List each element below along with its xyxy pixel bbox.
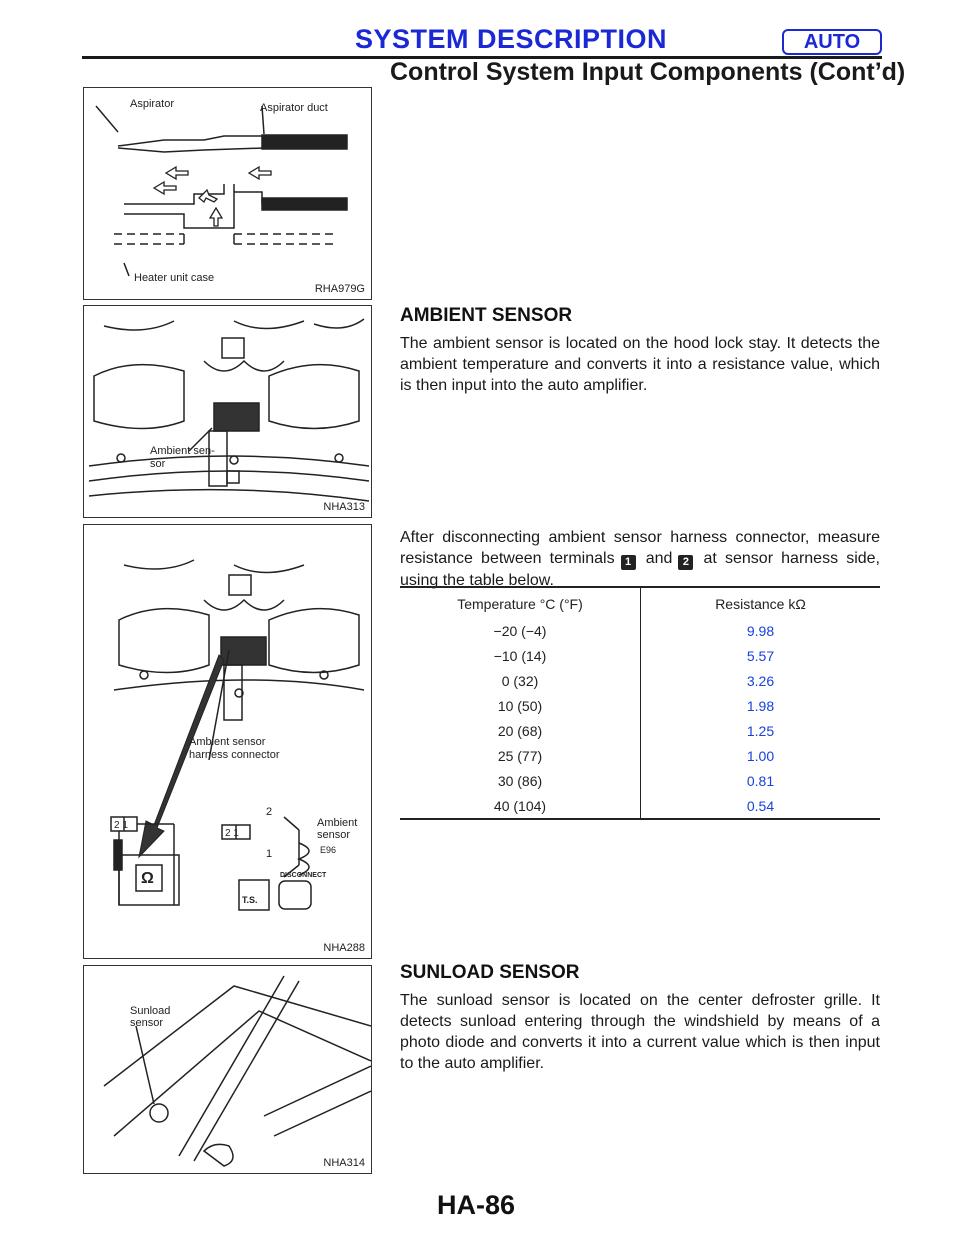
- resistance-cell: 0.81: [746, 772, 775, 789]
- table-row: [400, 718, 880, 743]
- callout-terminal-1: 1: [266, 848, 273, 860]
- callout-aspirator: Aspirator: [130, 98, 175, 110]
- callout-ts: T.S.: [242, 895, 258, 905]
- temp-cell: 30 (86): [400, 768, 641, 793]
- temp-cell: 20 (68): [400, 718, 641, 743]
- ambient-check-diagram: [84, 525, 371, 958]
- callout-ambient-sensor-2: sor: [150, 458, 166, 470]
- callout-sunload-2: sensor: [130, 1017, 164, 1029]
- figure-id: NHA313: [323, 501, 365, 513]
- resistance-cell: 1.98: [746, 697, 775, 714]
- resistance-cell: 1.00: [746, 747, 775, 764]
- section-title: SYSTEM DESCRIPTION: [355, 24, 668, 54]
- table-row: [400, 743, 880, 768]
- figure-aspirator: [83, 87, 372, 300]
- temp-cell: 40 (104): [400, 793, 641, 819]
- figure-ambient-check: [83, 524, 372, 959]
- callout-disconnect: DISCONNECT: [280, 872, 327, 879]
- figure-sunload: [83, 965, 372, 1174]
- terminal-digits-sensor: 2 1: [225, 828, 239, 839]
- ambient-sensor-heading: AMBIENT SENSOR: [400, 305, 573, 326]
- instruction-part-b: and: [645, 550, 673, 567]
- callout-terminal-2: 2: [266, 806, 273, 818]
- header-resistance: Resistance kΩ: [641, 587, 881, 618]
- callout-ambient-2: sensor: [317, 829, 351, 841]
- callout-sunload-1: Sunload: [130, 1005, 171, 1017]
- aspirator-diagram: [84, 88, 371, 299]
- ambient-location-photo: [84, 306, 371, 517]
- terminal-2-icon: 2: [678, 555, 693, 570]
- temp-cell: 25 (77): [400, 743, 641, 768]
- terminal-digits-meter: 2 1: [114, 820, 128, 831]
- sunload-sensor-heading: SUNLOAD SENSOR: [400, 962, 580, 983]
- figure-ambient-location: [83, 305, 372, 518]
- table-row: [400, 618, 880, 643]
- callout-connector-id: E96: [320, 845, 337, 855]
- table-row: [400, 668, 880, 693]
- table-row: [400, 793, 880, 819]
- callout-harness-connector-1: Ambient sensor: [189, 736, 266, 748]
- figure-id: NHA314: [323, 1157, 365, 1169]
- temp-cell: −10 (14): [400, 643, 641, 668]
- table-row: [400, 693, 880, 718]
- callout-ambient-1: Ambient: [317, 817, 358, 829]
- sunload-sensor-description: The sunload sensor is located on the center defroster grille. It detects sunload entering through the windshield by means of a photo diode and converts it into a current value which is then input to the auto amplifier.: [400, 992, 880, 1072]
- sunload-photo: [84, 966, 371, 1173]
- callout-aspirator-duct: Aspirator duct: [260, 102, 328, 114]
- temp-cell: 10 (50): [400, 693, 641, 718]
- callout-ambient-sensor-1: Ambient sen-: [150, 445, 215, 457]
- section-badge: AUTO: [782, 29, 882, 55]
- resistance-cell: 0.54: [641, 793, 881, 819]
- temp-cell: −20 (−4): [400, 618, 641, 643]
- table-row: [400, 643, 880, 668]
- table-header-row: [400, 587, 880, 618]
- temp-cell: 0 (32): [400, 668, 641, 693]
- instruction-part-a: After disconnecting ambient sensor harness connector, measure resistance between terminals: [400, 529, 880, 567]
- ohm-symbol: Ω: [141, 870, 154, 887]
- resistance-table: [400, 586, 880, 820]
- page-subtitle: Control System Input Components (Cont’d): [390, 58, 906, 86]
- resistance-cell: 5.57: [746, 647, 775, 664]
- resistance-cell: 1.25: [746, 722, 775, 739]
- ambient-sensor-description: The ambient sensor is located on the hood lock stay. It detects the ambient temperature and converts it into a resistance value, which is then input into the auto amplifier.: [400, 335, 880, 394]
- figure-id: RHA979G: [314, 283, 365, 295]
- page-number: HA-86: [437, 1190, 516, 1220]
- resistance-cell: 3.26: [746, 672, 775, 689]
- figure-id: NHA288: [323, 942, 365, 954]
- header-temperature: Temperature °C (°F): [400, 587, 641, 618]
- table-row: [400, 768, 880, 793]
- terminal-1-icon: 1: [621, 555, 636, 570]
- ambient-sensor-instruction: [400, 527, 880, 591]
- callout-heater-unit-case: Heater unit case: [134, 272, 215, 284]
- callout-harness-connector-2: harness connector: [189, 749, 280, 761]
- resistance-cell: 9.98: [746, 622, 775, 639]
- instruction-part-c: at sensor harness side, using the table below.: [400, 550, 880, 589]
